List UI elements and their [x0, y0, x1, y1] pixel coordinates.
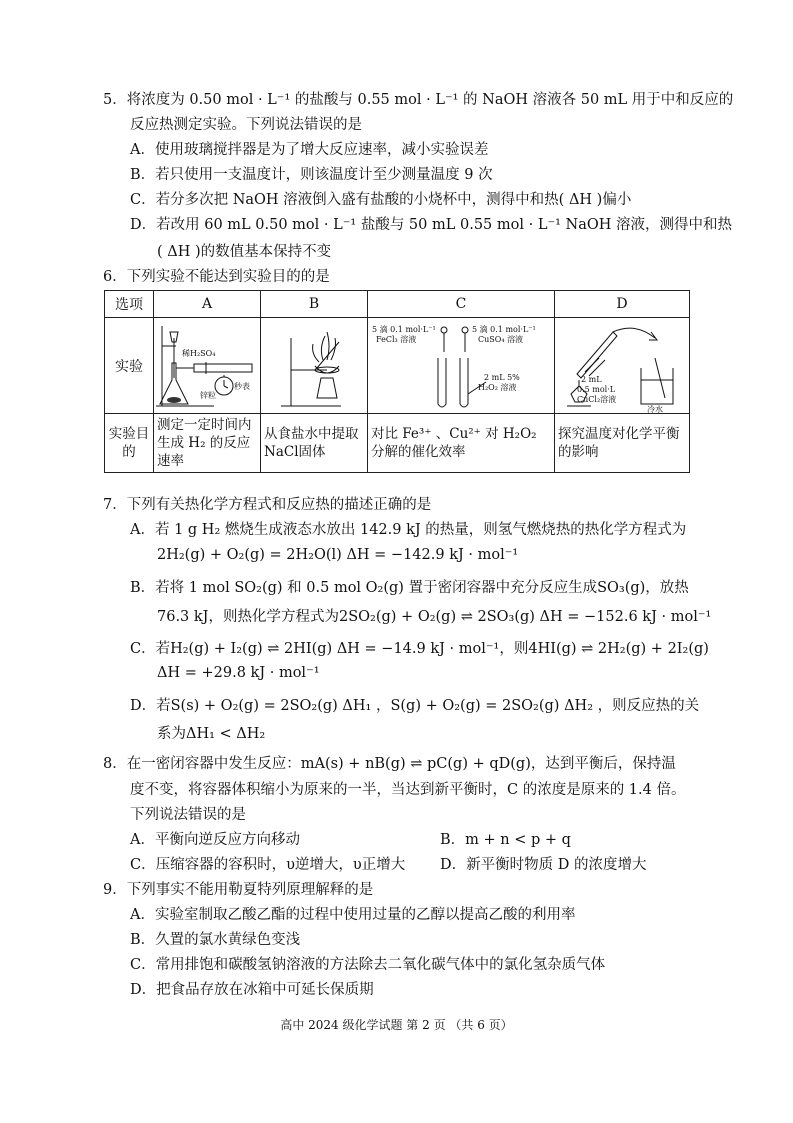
label-fecl3-solution: FeCl₃ 溶液	[376, 335, 417, 344]
q5-option-a: A．使用玻璃搅拌器是为了增大反应速率，减小实验误差	[130, 142, 489, 158]
q9-option-c: C．常用排饱和碳酸氢钠溶液的方法除去二氧化碳气体中的氯化氢杂质气体	[130, 957, 606, 973]
q7-stem: 7．下列有关热化学方程式和反应热的描述正确的是	[103, 497, 432, 513]
q5-option-b: B．若只使用一支温度计，则该温度计至少测量温度 9 次	[130, 167, 493, 183]
page-footer: 高中 2024 级化学试题 第 2 页 （共 6 页）	[280, 1018, 513, 1032]
q7-option-a-line1: A．若 1 g H₂ 燃烧生成液态水放出 142.9 kJ 的热量，则氢气燃烧热的热化学方程式为	[130, 522, 687, 538]
table-header-b: B	[261, 291, 368, 318]
table-header-option: 选项	[105, 291, 154, 318]
apparatus-c	[368, 318, 555, 414]
evaporating-dish-icon	[261, 318, 367, 413]
apparatus-d	[555, 318, 690, 414]
table-header-a: A	[154, 291, 261, 318]
label-concentration: 0.5 mol·L	[577, 385, 616, 394]
q8-option-a: A．平衡向逆反应方向移动	[130, 832, 300, 848]
q5-option-c: C．若分多次把 NaOH 溶液倒入盛有盐酸的小烧杯中，测得中和热( ΔH )偏小	[130, 192, 632, 208]
q8-option-c: C．压缩容器的容积时，υ逆增大，υ正增大	[130, 857, 406, 873]
label-h2o2-volume: 2 mL 5%	[484, 373, 520, 382]
goal-d: 探究温度对化学平衡的影响	[555, 414, 690, 473]
q9-option-a: A．实验室制取乙酸乙酯的过程中使用过量的乙醇以提高乙酸的利用率	[130, 907, 576, 923]
goal-a: 测定一定时间内生成 H₂ 的反应速率	[154, 414, 261, 473]
q7-option-c-line2: ΔH = +29.8 kJ · mol⁻¹	[157, 665, 320, 681]
q7-option-a-equation: 2H₂(g) + O₂(g) = 2H₂O(l) ΔH = −142.9 kJ · mol⁻¹	[157, 547, 519, 563]
apparatus-a	[154, 318, 261, 414]
label-h2o2-solution: H₂O₂ 溶液	[478, 383, 517, 392]
label-cucl2: CuCl₂溶液	[577, 395, 617, 404]
flask-stopwatch-apparatus-icon	[154, 318, 260, 413]
q5-option-d-line2: ( ΔH )的数值基本保持不变	[157, 244, 332, 260]
q9-option-b: B．久置的氯水黄绿色变浅	[130, 932, 301, 948]
q5-stem-line1: 5．将浓度为 0.50 mol · L⁻¹ 的盐酸与 0.55 mol · L⁻¹ 的 NaOH 溶液各 50 mL 用于中和反应的	[103, 92, 734, 108]
label-fecl3-drops: 5 滴 0.1 mol·L⁻¹	[372, 325, 436, 334]
q8-option-d: D．新平衡时物质 D 的浓度增大	[440, 857, 647, 873]
q7-option-d-line2: 系为ΔH₁ < ΔH₂	[157, 726, 266, 742]
row-label-goal: 实验目的	[105, 414, 154, 473]
row-label-experiment: 实验	[105, 318, 154, 414]
label-zinc: 锌粒	[200, 391, 216, 400]
label-cuso4-drops: 5 滴 0.1 mol·L⁻¹	[472, 325, 536, 334]
q7-option-d-line1: D．若S(s) + O₂(g) = 2SO₂(g) ΔH₁ ，S(g) + O₂(g) = 2SO₂(g) ΔH₂ ，则反应热的关	[130, 698, 700, 714]
test-tubes-icon	[368, 318, 554, 413]
table-header-d: D	[555, 291, 690, 318]
q8-stem-line2: 度不变，将容器体积缩小为原来的一半，当达到新平衡时，C 的浓度是原来的 1.4 倍。	[130, 782, 686, 798]
label-cold-water: 冷水	[647, 405, 663, 413]
q9-stem: 9．下列事实不能用勒夏特列原理解释的是	[103, 882, 374, 898]
q6-experiment-table	[104, 290, 690, 473]
q5-stem-line2: 反应热测定实验。下列说法错误的是	[130, 117, 362, 133]
q8-stem-line3: 下列说法错误的是	[130, 807, 246, 823]
apparatus-b	[261, 318, 368, 414]
q5-option-d-line1: D．若改用 60 mL 0.50 mol · L⁻¹ 盐酸与 50 mL 0.55 mol · L⁻¹ NaOH 溶液，测得中和热	[130, 217, 732, 233]
heated-tube-cold-water-icon	[555, 318, 689, 413]
q8-option-b: B．m + n < p + q	[440, 832, 571, 848]
q8-stem-line1: 8．在一密闭容器中发生反应：mA(s) + nB(g) ⇌ pC(g) + qD(g)，达到平衡后，保持温	[103, 756, 676, 772]
label-cuso4-solution: CuSO₄ 溶液	[478, 335, 524, 344]
q7-option-c-line1: C．若H₂(g) + I₂(g) ⇌ 2HI(g) ΔH = −14.9 kJ · mol⁻¹，则4HI(g) ⇌ 2H₂(g) + 2I₂(g)	[130, 641, 709, 657]
table-header-c: C	[368, 291, 555, 318]
goal-c: 对比 Fe³⁺ 、Cu²⁺ 对 H₂O₂ 分解的催化效率	[368, 414, 555, 473]
q9-option-d: D．把食品存放在冰箱中可延长保质期	[130, 982, 374, 998]
q6-stem: 6．下列实验不能达到实验目的的是	[103, 269, 330, 285]
label-stopwatch: 秒表	[234, 382, 250, 391]
label-volume: 2 mL	[581, 375, 602, 384]
q7-option-b-line1: B．若将 1 mol SO₂(g) 和 0.5 mol O₂(g) 置于密闭容器中充分反应生成SO₃(g)，放热	[130, 580, 689, 596]
label-dilute-acid: 稀H₂SO₄	[182, 349, 216, 358]
q7-option-b-equation: 76.3 kJ，则热化学方程式为2SO₂(g) + O₂(g) ⇌ 2SO₃(g) ΔH = −152.6 kJ · mol⁻¹	[157, 609, 712, 625]
goal-b: 从食盐水中提取NaCl固体	[261, 414, 368, 473]
